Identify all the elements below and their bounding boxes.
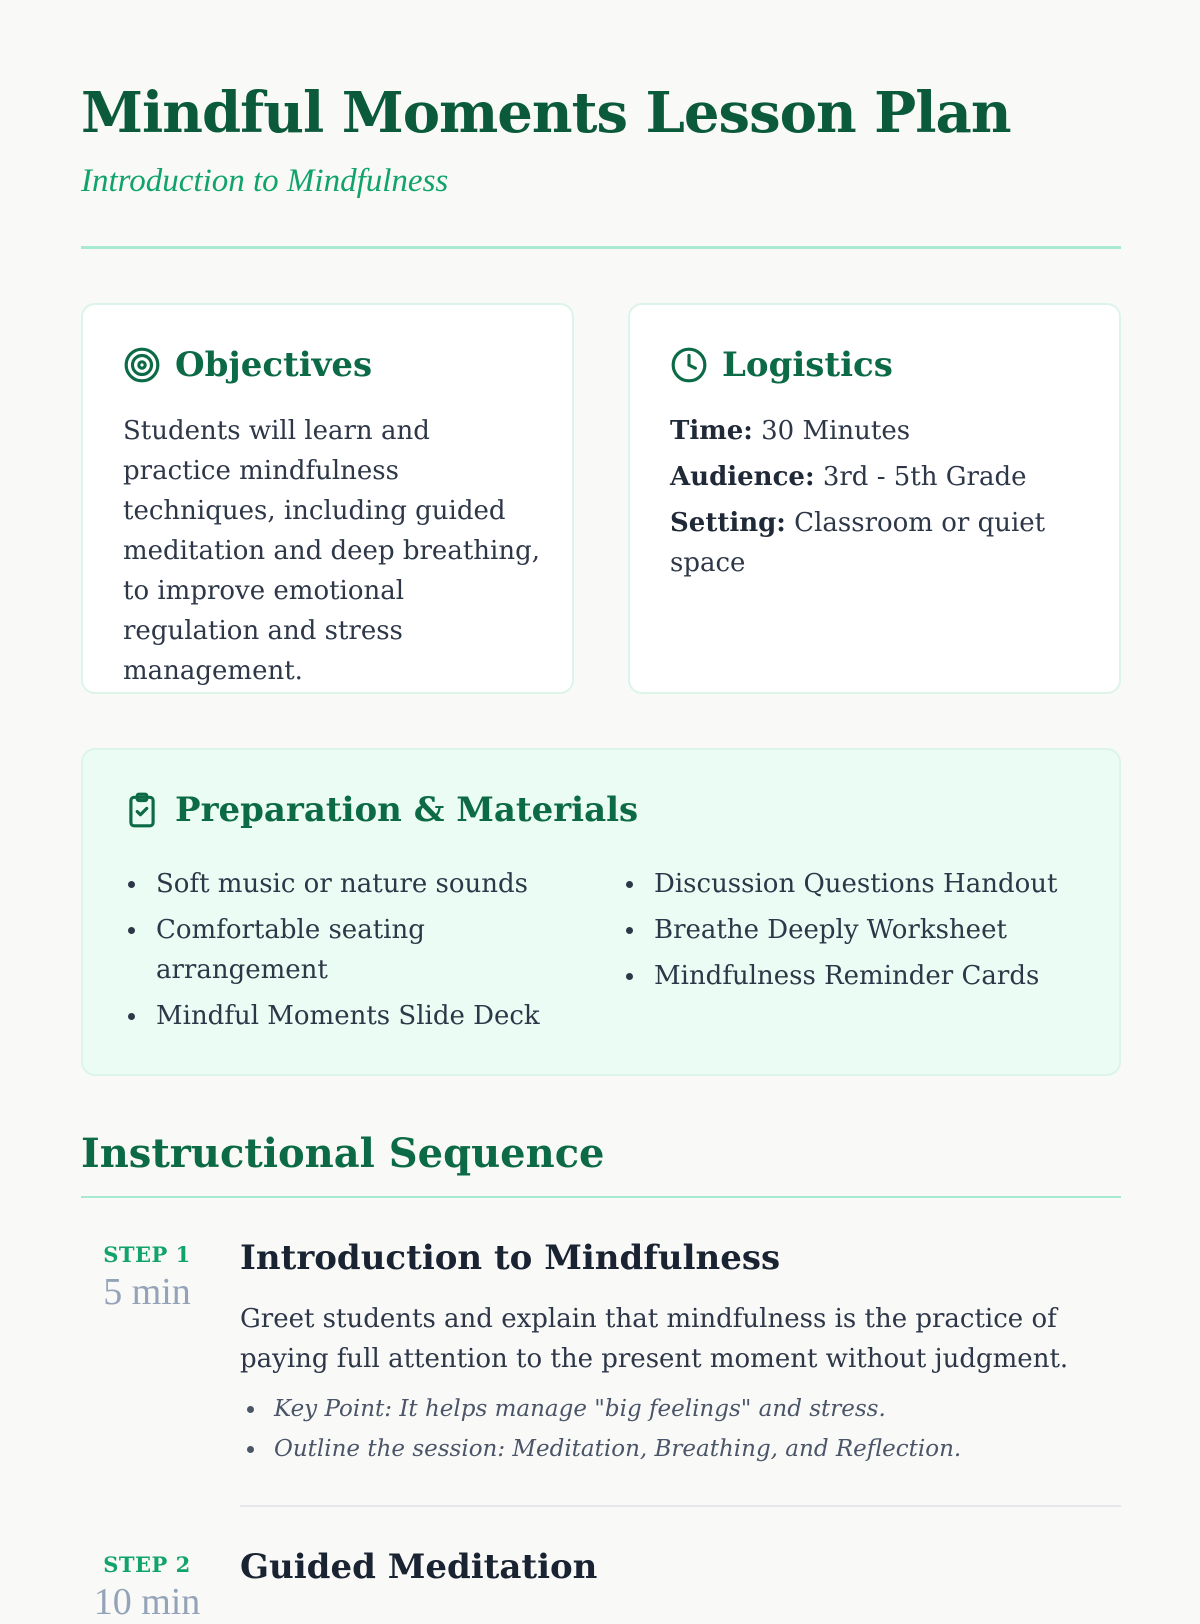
objectives-heading: [123, 345, 372, 385]
logistics-audience-value: 3rd - 5th Grade: [822, 462, 1027, 492]
logistics-time-label: Time:: [670, 416, 753, 446]
objectives-title: Objectives: [175, 345, 373, 385]
step-label: STEP 1: [103, 1242, 191, 1267]
logistics-audience: [670, 457, 1070, 497]
step-duration: 10 min: [93, 1581, 201, 1623]
step-title: Guided Meditation: [240, 1547, 598, 1587]
materials-list-left: [123, 864, 563, 1042]
logistics-title: Logistics: [722, 345, 893, 385]
clipboard-check-icon: [123, 791, 161, 829]
materials-title: Preparation & Materials: [175, 790, 639, 830]
page-title: Mindful Moments Lesson Plan: [81, 80, 1011, 146]
list-item: Key Point: It helps manage "big feelings" and stress.: [240, 1389, 961, 1429]
list-item: Discussion Questions Handout: [621, 864, 1081, 904]
sequence-divider: [81, 1196, 1121, 1198]
logistics-card: [628, 303, 1121, 694]
sequence-title: Instructional Sequence: [81, 1130, 605, 1177]
materials-heading: [123, 790, 638, 830]
step-title: Introduction to Mindfulness: [240, 1238, 781, 1278]
logistics-setting-value: Classroom or quiet space: [670, 508, 1046, 578]
step-label: STEP 2: [103, 1552, 191, 1577]
page-subtitle: Introduction to Mindfulness: [81, 163, 449, 199]
list-item: Mindful Moments Slide Deck: [123, 996, 563, 1036]
materials-card: [81, 748, 1121, 1076]
logistics-setting: [670, 503, 1070, 583]
list-item: Comfortable seating arrangement: [123, 910, 463, 990]
target-icon: [123, 346, 161, 384]
logistics-time: [670, 411, 1070, 451]
list-item: Mindfulness Reminder Cards: [621, 956, 1081, 996]
objectives-card: [81, 303, 574, 694]
logistics-audience-label: Audience:: [670, 462, 815, 492]
step-description: Greet students and explain that mindfulness is the practice of paying full attention to the present moment without judgment.: [240, 1304, 1069, 1374]
logistics-time-value: 30 Minutes: [761, 416, 911, 446]
list-item: Soft music or nature sounds: [123, 864, 563, 904]
header-divider: [81, 246, 1121, 249]
list-item: Outline the session: Meditation, Breathing, and Reflection.: [240, 1429, 961, 1469]
step-divider: [240, 1505, 1121, 1507]
logistics-heading: [670, 345, 893, 385]
materials-list-right: [621, 864, 1081, 1002]
objectives-text: Students will learn and practice mindfulness techniques, including guided meditation and deep breathing, to improve emotional regulation and stress management.: [123, 416, 540, 686]
step-notes: [240, 1389, 961, 1469]
step-duration: 5 min: [103, 1271, 191, 1313]
list-item: Breathe Deeply Worksheet: [621, 910, 1081, 950]
logistics-list: [670, 411, 1070, 589]
clock-icon: [670, 346, 708, 384]
logistics-setting-label: Setting:: [670, 508, 786, 538]
